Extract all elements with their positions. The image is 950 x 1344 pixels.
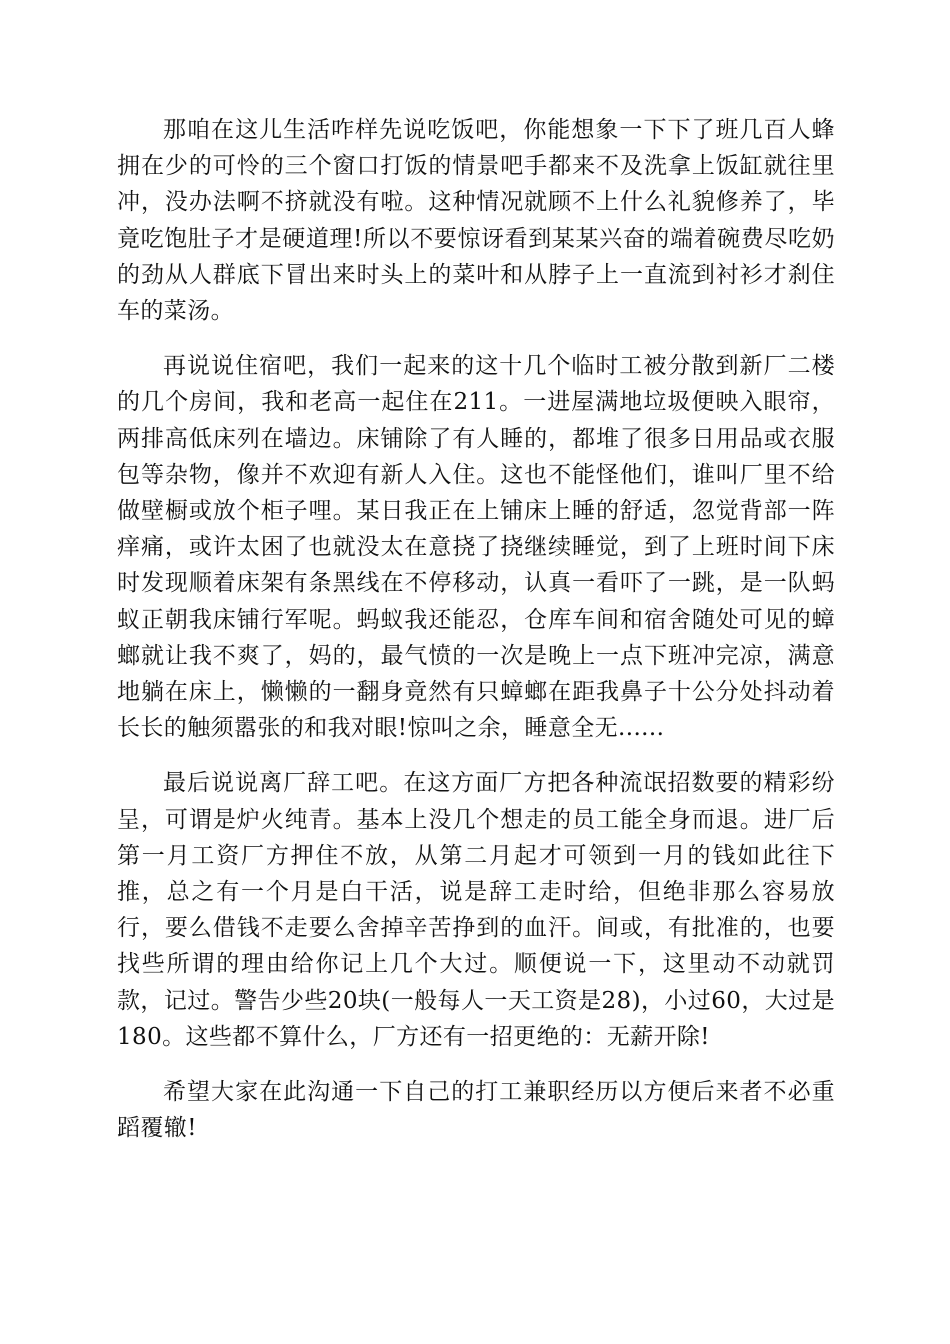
paragraph-lodging: 再说说住宿吧，我们一起来的这十几个临时工被分散到新厂二楼的几个房间，我和老高一起住在211。一进屋满地垃圾便映入眼帘，两排高低床列在墙边。床铺除了有人睡的，都堆了很多日用品或衣服包等杂物，像并不欢迎有新人入住。这也不能怪他们，谁叫厂里不给做壁橱或放个柜子哩。某日我正在上铺床上睡的舒适，忽觉背部一阵痒痛，或许太困了也就没太在意挠了挠继续睡觉，到了上班时间下床时发现顺着床架有条黑线在不停移动，认真一看吓了一跳，是一队蚂蚁正朝我床铺行军呢。蚂蚁我还能忍，仓库车间和宿舍随处可见的蟑螂就让我不爽了，妈的，最气愤的一次是晚上一点下班冲完凉，满意地躺在床上，懒懒的一翻身竟然有只蟑螂在距我鼻子十公分处抖动着长长的触须嚣张的和我对眼!惊叫之余，睡意全无...... [117,353,835,742]
document-page [117,112,835,1165]
paragraph-food: 那咱在这儿生活咋样先说吃饭吧，你能想象一下下了班几百人蜂拥在少的可怜的三个窗口打饭的情景吧手都来不及洗拿上饭缸就往里冲，没办法啊不挤就没有啦。这种情况就顾不上什么礼貌修养了，毕竟吃饱肚子才是硬道理!所以不要惊讶看到某某兴奋的端着碗费尽吃奶的劲从人群底下冒出来时头上的菜叶和从脖子上一直流到衬衫才刹住车的菜汤。 [117,117,835,325]
paragraph-resignation: 最后说说离厂辞工吧。在这方面厂方把各种流氓招数要的精彩纷呈，可谓是炉火纯青。基本上没几个想走的员工能全身而退。进厂后第一月工资厂方押住不放，从第二月起才可领到一月的钱如此往下推，总之有一个月是白干活，说是辞工走时给，但绝非那么容易放行，要么借钱不走要么舍掉辛苦挣到的血汗。间或，有批准的，也要找些所谓的理由给你记上几个大过。顺便说一下，这里动不动就罚款，记过。警告少些20块(一般每人一天工资是28)，小过60，大过是180。这些都不算什么，厂方还有一招更绝的：无薪开除! [117,770,835,1050]
paragraph-closing: 希望大家在此沟通一下自己的打工兼职经历以方便后来者不必重蹈覆辙! [117,1079,835,1142]
